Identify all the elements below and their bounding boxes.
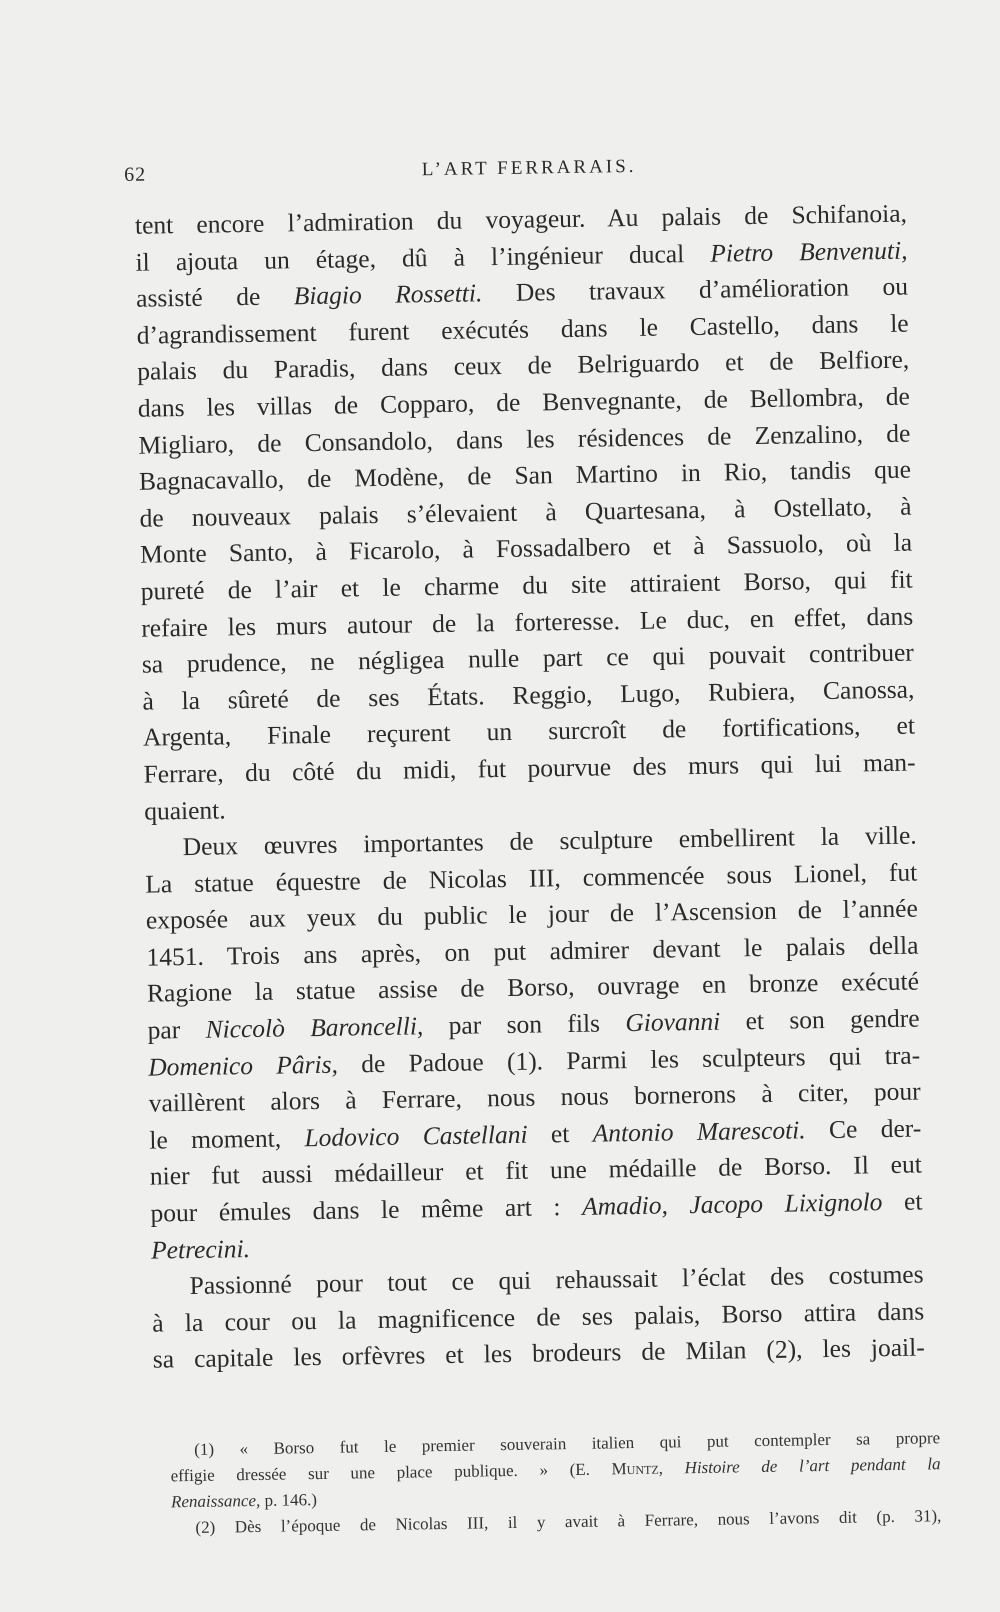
name-amadio-lixignolo: Amadio, Jacopo Lixignolo	[581, 1187, 883, 1221]
name-domenico-paris: Domenico Pâris,	[147, 1049, 339, 1082]
text-line: Bagnacavallo, de Modène, de San Martino in Rio, tandis que	[138, 454, 912, 496]
footnote-2-line: (2) Dès l’époque de Nicolas III, il y avait à Ferrare, nous l’avons dit (p. 31),	[195, 1506, 942, 1537]
text-line: refaire les murs autour de la forteresse. Le duc, en effet, dans	[141, 601, 914, 643]
text-line: à la sûreté de ses États. Reggio, Lugo, Rubiera, Canossa,	[142, 674, 915, 716]
name-pietro-benvenuti: Pietro Benvenuti,	[710, 235, 908, 268]
text-line: de nouveaux palais s’élevaient à Quartesana, à Ostellato, à	[139, 491, 912, 533]
text-line: le moment, Lodovico Castellani et Antonio Marescoti. Ce der-	[149, 1113, 922, 1155]
text-line: pureté de l’air et le charme du site attiraient Borso, qui fit	[140, 564, 913, 606]
name-giovanni: Giovanni	[625, 1006, 721, 1038]
text-line: sa capitale les orfèvres et les brodeurs de Milan (2), les joail-	[152, 1332, 925, 1375]
text-line: dans les villas de Copparo, de Benvegnante, de Bellombra, de	[137, 381, 910, 423]
text-line: pour émules dans le même art : Amadio, Jacopo Lixignolo et	[150, 1186, 923, 1228]
text-line: Ferrare, du côté du midi, fut pourvue des murs qui lui man-	[143, 747, 916, 789]
footnote-title: Histoire de l’art pendant la	[684, 1454, 941, 1478]
footnote-author: Muntz	[611, 1458, 659, 1479]
footnotes	[170, 1425, 942, 1541]
text-line: assisté de Biagio Rossetti. Des travaux d’amélioration ou	[135, 271, 909, 313]
name-lodovico-castellani: Lodovico Castellani	[304, 1119, 528, 1153]
page-header	[124, 152, 904, 194]
text-line: Deux œuvres importantes de sculpture embellirent la ville.	[182, 820, 917, 862]
text-line: nier fut aussi médailleur et fit une médaille de Borso. Il eut	[149, 1149, 923, 1192]
footnote-1-line: (1) « Borso fut le premier souverain italien qui put contempler sa propre	[194, 1428, 941, 1459]
name-niccolo-baroncelli: Niccolò Baroncelli,	[205, 1011, 424, 1044]
text-line: exposée aux yeux du public le jour de l’Ascension de l’année	[145, 893, 919, 935]
text-line: vaillèrent alors à Ferrare, nous nous bornerons à citer, pour	[148, 1076, 921, 1118]
footnote-1-line: Renaissance, p. 146.)	[170, 1490, 318, 1512]
text-line: palais du Paradis, dans ceux de Belriguardo et de Belfiore,	[137, 344, 910, 387]
text-line: quaient.	[143, 794, 226, 826]
text-line: Domenico Pâris, de Padoue (1). Parmi les sculpteurs qui tra-	[147, 1040, 921, 1082]
body-text	[135, 196, 925, 1379]
name-petrecini: Petrecini.	[150, 1233, 251, 1265]
text-line: d’agrandissement furent exécutés dans le Castello, dans le	[136, 308, 909, 350]
text-line: à la cour ou la magnificence de ses palais, Borso attira dans	[151, 1296, 925, 1338]
name-antonio-marescoti: Antonio Marescoti.	[592, 1115, 806, 1148]
text-line: Argenta, Finale reçurent un surcroît de fortifications, et	[142, 710, 916, 752]
text-line: Ragione la statue assise de Borso, ouvrage en bronze exécuté	[146, 966, 920, 1009]
text-line: sa prudence, ne négligea nulle part ce qui pouvait contribuer	[141, 637, 915, 679]
text-line: tent encore l’admiration du voyageur. Au palais de Schifanoia,	[134, 198, 908, 240]
footnote-1-line: effigie dressée sur une place publique. » (E. Muntz, Histoire de l’art pendant la	[170, 1454, 941, 1486]
text-line: La statue équestre de Nicolas III, commencée sous Lionel, fut	[145, 857, 918, 899]
text-line: par Niccolò Baroncelli, par son fils Giovanni et son gendre	[147, 1003, 920, 1045]
footnote-title-cont: Renaissance,	[170, 1490, 261, 1512]
page-number: 62	[124, 163, 147, 186]
text-line: il ajouta un étage, dû à l’ingénieur ducal Pietro Benvenuti,	[135, 235, 908, 277]
running-title: L’ART FERRARAIS.	[421, 155, 637, 181]
text-line: 1451. Trois ans après, on put admirer devant le palais della	[146, 930, 919, 972]
name-biagio-rossetti: Biagio Rossetti.	[293, 278, 483, 311]
text-line: Monte Santo, à Ficarolo, à Fossadalbero et à Sassuolo, où la	[139, 527, 913, 570]
text-line: Migliaro, de Consandolo, dans les résidences de Zenzalino, de	[138, 418, 911, 460]
text-line: Passionné pour tout ce qui rehaussait l’éclat des costumes	[189, 1259, 924, 1301]
